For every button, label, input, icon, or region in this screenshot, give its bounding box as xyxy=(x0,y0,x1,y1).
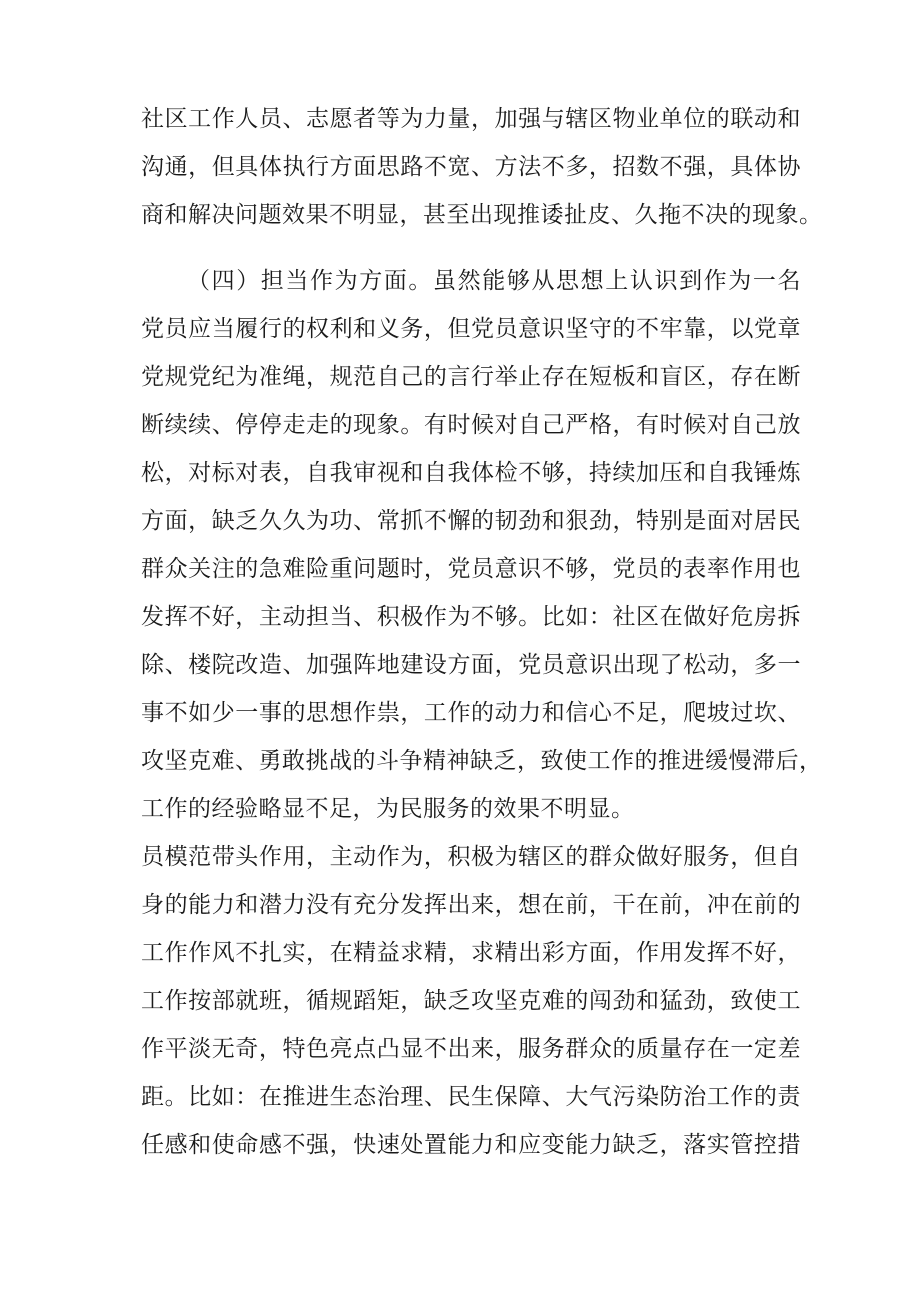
text-line: 断续续、停停走走的现象。有时候对自己严格，有时候对自己放 xyxy=(141,412,801,438)
text-line: 距。比如：在推进生态治理、民生保障、大气污染防治工作的责 xyxy=(141,1084,801,1110)
text-line: 工作按部就班，循规蹈矩，缺乏攻坚克难的闯劲和猛劲，致使工 xyxy=(141,988,801,1014)
text-line: 事不如少一事的思想作祟，工作的动力和信心不足，爬坡过坎、 xyxy=(141,700,801,726)
text-line: 群众关注的急难险重问题时，党员意识不够，党员的表率作用也 xyxy=(141,556,801,582)
text-line: 员模范带头作用，主动作为，积极为辖区的群众做好服务，但自 xyxy=(141,844,801,870)
text-line: 方面，缺乏久久为功、常抓不懈的韧劲和狠劲，特别是面对居民 xyxy=(141,508,801,534)
text-line: 工作的经验略显不足，为民服务的效果不明显。 xyxy=(141,796,635,822)
text-line: 攻坚克难、勇敢挑战的斗争精神缺乏，致使工作的推进缓慢滞后， xyxy=(141,748,823,774)
text-line: 党员应当履行的权利和义务，但党员意识坚守的不牢靠，以党章 xyxy=(141,316,801,342)
text-line: 党规党纪为准绳，规范自己的言行举止存在短板和盲区，存在断 xyxy=(141,364,801,390)
text-line: 发挥不好，主动担当、积极作为不够。比如：社区在做好危房拆 xyxy=(141,604,801,630)
text-line: 商和解决问题效果不明显，甚至出现推诿扯皮、久拖不决的现象。 xyxy=(141,202,823,228)
text-line: 沟通，但具体执行方面思路不宽、方法不多，招数不强，具体协 xyxy=(141,154,801,180)
section-heading-line: （四）担当作为方面。虽然能够从思想上认识到作为一名 xyxy=(187,268,801,294)
text-line: 任感和使命感不强，快速处置能力和应变能力缺乏，落实管控措 xyxy=(141,1132,801,1158)
text-line: 作平淡无奇，特色亮点凸显不出来，服务群众的质量存在一定差 xyxy=(141,1036,801,1062)
text-line: 社区工作人员、志愿者等为力量，加强与辖区物业单位的联动和 xyxy=(141,106,801,132)
text-line: 工作作风不扎实，在精益求精，求精出彩方面，作用发挥不好， xyxy=(141,940,801,966)
text-line: 除、楼院改造、加强阵地建设方面，党员意识出现了松动，多一 xyxy=(141,652,801,678)
text-line: 松，对标对表，自我审视和自我体检不够，持续加压和自我锤炼 xyxy=(141,460,801,486)
text-line: 身的能力和潜力没有充分发挥出来，想在前，干在前，冲在前的 xyxy=(141,892,801,918)
